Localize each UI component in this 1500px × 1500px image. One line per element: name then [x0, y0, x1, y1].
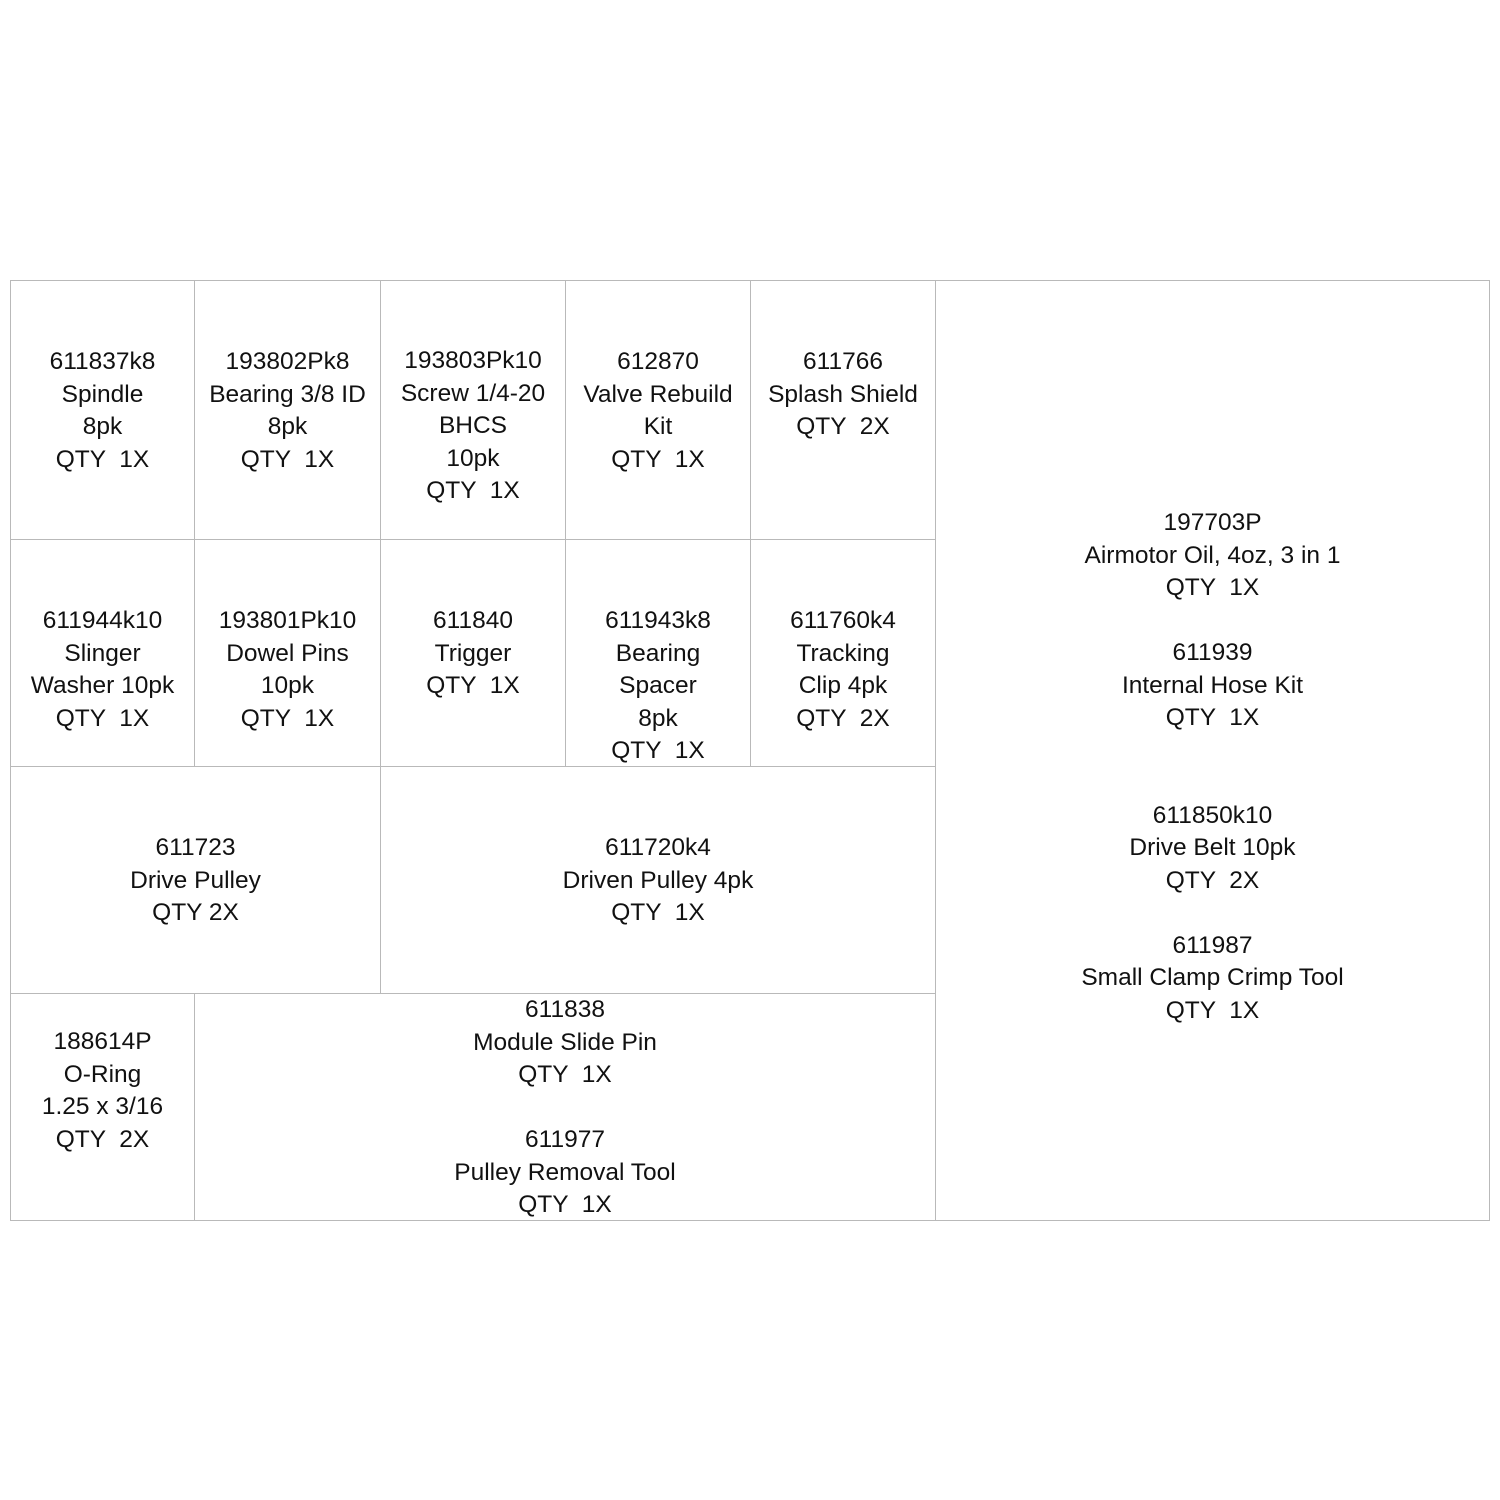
part-label-line: Washer 10pk	[30, 672, 175, 699]
part-label-line: QTY 1X	[1165, 574, 1260, 601]
part-cell-text	[566, 605, 750, 768]
part-label-line: Tracking	[796, 639, 890, 667]
part-label-line: Screw 1/4-20	[400, 379, 546, 407]
part-label-line: Slinger	[64, 639, 141, 667]
part-cell	[194, 993, 936, 1221]
part-label-line: Trigger	[434, 639, 512, 667]
part-label-line: 611840	[433, 607, 513, 634]
part-label-line: Bearing 3/8 ID	[209, 380, 366, 408]
part-label-line: 10pk	[446, 444, 500, 472]
part-label-line: 193803Pk10	[404, 347, 542, 374]
part-label-line	[936, 767, 1489, 800]
part-label-line: 8pk	[267, 413, 308, 440]
part-label-line: 611944k10	[42, 607, 163, 634]
part-label-line: 611838	[525, 996, 605, 1023]
part-label-line: Drive Belt 10pk	[1129, 834, 1296, 861]
part-cell	[380, 766, 936, 994]
part-label-line: 188614P	[53, 1028, 152, 1055]
part-cell-text	[195, 346, 380, 476]
part-label-line	[936, 897, 1489, 930]
part-label-line: Dowel Pins	[226, 639, 349, 667]
part-label-line: Kit	[643, 413, 673, 440]
part-label-line: 1.25 x 3/16	[41, 1093, 164, 1120]
part-cell-text	[751, 346, 935, 444]
part-label-line: QTY 1X	[55, 445, 150, 473]
part-label-line: 193801Pk10	[218, 607, 357, 634]
part-label-line: 197703P	[1163, 509, 1262, 536]
part-label-line: QTY 1X	[611, 445, 705, 473]
part-cell	[750, 280, 936, 540]
part-label-line: QTY 1X	[1165, 704, 1260, 731]
part-cell	[565, 539, 751, 767]
part-label-line: Valve Rebuild	[583, 380, 733, 408]
part-cell-text	[381, 832, 935, 930]
part-cell	[194, 280, 381, 540]
part-label-line: QTY 1X	[1165, 996, 1260, 1024]
part-label-line: QTY 2X	[796, 413, 890, 440]
part-label-line: QTY 1X	[518, 1061, 612, 1088]
part-label-line: QTY 2X	[55, 1125, 150, 1153]
part-label-line: Airmotor Oil, 4oz, 3 in 1	[1084, 541, 1341, 569]
part-label-line: QTY 1X	[426, 672, 520, 699]
part-cell-text	[381, 345, 565, 508]
part-label-line: Pulley Removal Tool	[454, 1158, 676, 1186]
part-label-line: 8pk	[638, 704, 678, 732]
part-cell	[10, 766, 381, 994]
part-cell	[380, 280, 566, 540]
part-label-line: 611977	[525, 1126, 605, 1153]
part-label-line: Small Clamp Crimp Tool	[1081, 964, 1344, 991]
part-cell-text	[566, 346, 750, 476]
part-label-line: Drive Pulley	[130, 866, 261, 894]
part-label-line: Internal Hose Kit	[1121, 671, 1304, 699]
part-cell	[10, 280, 195, 540]
part-cell	[194, 539, 381, 767]
part-label-line: Bearing	[615, 639, 701, 667]
part-label-line: 10pk	[260, 672, 315, 699]
part-label-line: 611723	[155, 834, 236, 861]
part-label-line: QTY 1X	[240, 445, 335, 473]
part-label-line: Splash Shield	[768, 380, 918, 408]
part-label-line: 611760k4	[790, 607, 896, 634]
part-label-line: QTY 2X	[1165, 866, 1260, 894]
part-cell	[380, 539, 566, 767]
part-label-line: Module Slide Pin	[473, 1028, 657, 1056]
part-cell	[750, 539, 936, 767]
part-cell-text	[936, 507, 1489, 1027]
part-cell-text	[11, 346, 194, 476]
part-label-line: Spindle	[61, 380, 144, 408]
part-label-line	[195, 1092, 935, 1125]
part-label-line	[936, 735, 1489, 768]
part-cell-text	[11, 832, 380, 930]
part-label-line: O-Ring	[63, 1060, 142, 1088]
part-cell-text	[195, 605, 380, 735]
part-cell-text	[381, 605, 565, 703]
part-cell-text	[751, 605, 935, 735]
part-label-line: QTY 2X	[152, 899, 239, 926]
part-cell-text	[195, 994, 935, 1222]
part-label-line: QTY 1X	[55, 704, 150, 732]
part-label-line: Clip 4pk	[798, 672, 888, 699]
part-label-line	[936, 605, 1489, 638]
part-label-line: 612870	[617, 348, 699, 375]
part-label-line: QTY 2X	[796, 704, 890, 732]
part-label-line: QTY 1X	[611, 737, 705, 764]
part-label-line: 611850k10	[1152, 801, 1273, 829]
part-label-line: 611837k8	[49, 348, 156, 375]
part-label-line: QTY 1X	[426, 477, 520, 504]
part-label-line: Driven Pulley 4pk	[562, 866, 754, 894]
part-cell	[565, 280, 751, 540]
part-label-line: 193802Pk8	[225, 348, 350, 375]
part-label-line: 8pk	[82, 413, 123, 440]
part-label-line: BHCS	[438, 412, 508, 439]
part-cell-text	[11, 1026, 194, 1156]
part-cell	[10, 993, 195, 1221]
part-label-line: QTY 1X	[518, 1191, 612, 1218]
part-label-line: QTY 1X	[240, 704, 335, 732]
part-label-line: 611720k4	[605, 834, 711, 861]
part-label-line: Spacer	[619, 672, 697, 699]
part-label-line: 611943k8	[605, 607, 711, 634]
part-label-line: 611766	[803, 348, 883, 375]
part-label-line: 611987	[1172, 931, 1253, 959]
part-label-line: QTY 1X	[611, 899, 705, 926]
part-cell	[10, 539, 195, 767]
part-cell-text	[11, 605, 194, 735]
part-label-line: 611939	[1172, 639, 1253, 666]
part-cell	[935, 280, 1490, 1221]
